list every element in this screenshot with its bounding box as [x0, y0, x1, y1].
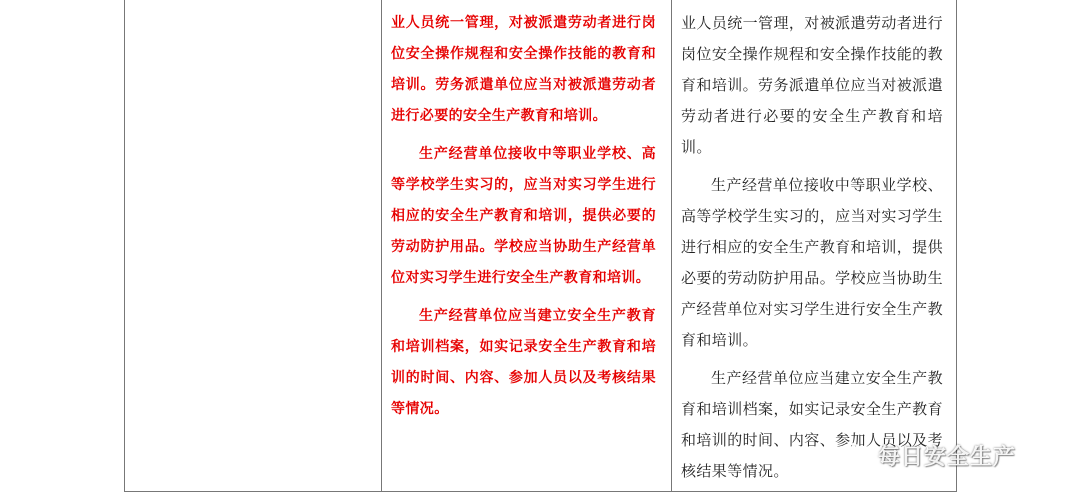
original-paragraph-2: 生产经营单位接收中等职业学校、高等学校学生实习的，应当对实习学生进行相应的安全生产教育和培训，提供必要的劳动防护用品。学校应当协助生产经营单位对实习学生进行安全生产教育和培训。 — [681, 176, 943, 349]
original-paragraph-1: 业人员统一管理，对被派遣劳动者进行岗位安全操作规程和安全操作技能的教育和培训。劳务派遣单位应当对被派遣劳动者进行必要的安全生产教育和培训。 — [681, 14, 943, 156]
revised-paragraph-1: 业人员统一管理，对被派遣劳动者进行岗位安全操作规程和安全操作技能的教育和培训。劳务派遣单位应当对被派遣劳动者进行必要的安全生产教育和培训。 — [391, 15, 656, 124]
revised-paragraph-3: 生产经营单位应当建立安全生产教育和培训档案，如实记录安全生产教育和培训的时间、内容、参加人员以及考核结果等情况。 — [391, 308, 656, 417]
table-cell-revised-text — [382, 0, 672, 491]
table-cell-original-text — [672, 0, 958, 491]
original-paragraph-3: 生产经营单位应当建立安全生产教育和培训档案，如实记录安全生产教育和培训的时间、内容、参加人员以及考核结果等情况。 — [681, 369, 943, 480]
watermark — [838, 440, 1016, 471]
original-text-body — [681, 8, 943, 487]
revised-paragraph-2: 生产经营单位接收中等职业学校、高等学校学生实习的，应当对实习学生进行相应的安全生产教育和培训，提供必要的劳动防护用品。学校应当协助生产经营单位对实习学生进行安全生产教育和培训。 — [391, 146, 656, 286]
wechat-icon — [838, 442, 872, 470]
revised-text-body — [391, 8, 656, 425]
comparison-table — [124, 0, 957, 492]
table-cell-empty — [125, 0, 382, 491]
watermark-text: 每日安全生产 — [878, 445, 1017, 470]
